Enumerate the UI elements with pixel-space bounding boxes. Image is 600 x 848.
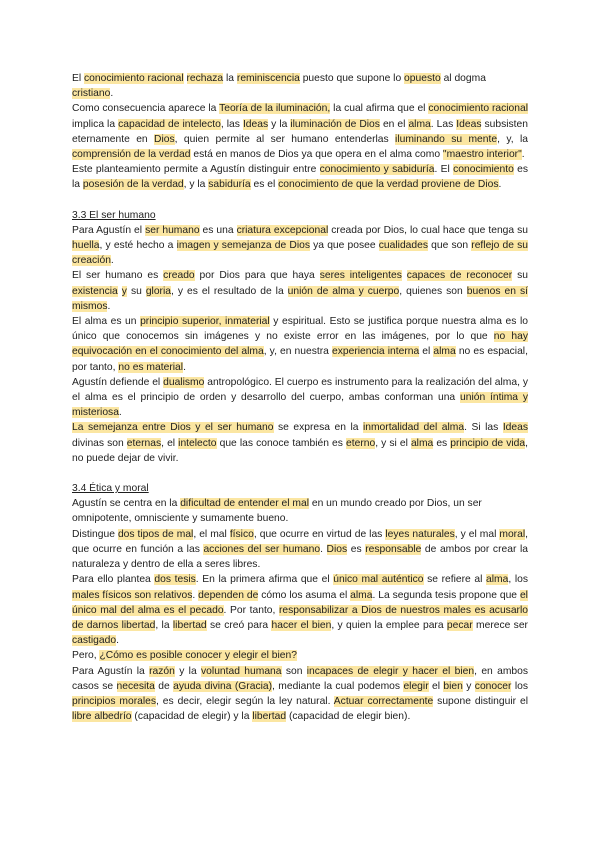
text-run: no es espacial, por tanto,	[72, 346, 528, 373]
text-run: Este planteamiento permite a Agustín distinguir entre	[72, 164, 320, 176]
text-run: .	[110, 88, 114, 100]
highlighted-text: Ideas	[456, 118, 482, 130]
document-page	[72, 71, 528, 724]
paragraph	[72, 375, 528, 421]
highlighted-text: iluminando su mente	[395, 133, 498, 145]
highlighted-text: castigado	[72, 635, 117, 647]
paragraph	[72, 268, 528, 314]
text-run: El ser humano es	[72, 270, 164, 282]
text-run: . En la primera afirma que el	[195, 574, 334, 586]
paragraph	[72, 71, 528, 101]
highlighted-text: gloria	[145, 285, 171, 297]
paragraph	[72, 664, 528, 725]
text-run: al dogma	[440, 73, 486, 84]
highlighted-text: comprensión de la verdad	[72, 149, 191, 161]
highlighted-text: conocimiento racional	[84, 73, 184, 84]
text-run: implica la	[72, 118, 119, 130]
highlighted-text: Dios	[326, 543, 348, 555]
text-run: .	[110, 255, 114, 267]
text-run: el	[428, 680, 444, 692]
highlighted-text: seres inteligentes	[319, 270, 402, 282]
highlighted-text: buenos en sí mismos	[72, 285, 528, 312]
paragraph	[72, 223, 528, 269]
text-run: está en manos de Dios ya que opera en el alma como	[190, 149, 443, 161]
highlighted-text: conocimiento y sabiduría	[319, 164, 435, 176]
text-run: .	[118, 407, 122, 419]
highlighted-text: alma	[408, 118, 431, 130]
highlighted-text: "maestro interior"	[442, 149, 522, 161]
highlighted-text: libertad	[252, 711, 287, 723]
text-run: divinas son	[72, 437, 127, 449]
paragraph	[72, 496, 528, 526]
text-run: es	[433, 437, 451, 449]
text-run: .	[498, 179, 502, 191]
paragraph	[72, 572, 528, 648]
highlighted-text: reflejo de su creación	[72, 240, 528, 267]
highlighted-text: iluminación de Dios	[290, 118, 380, 130]
highlighted-text: reminiscencia	[236, 73, 300, 84]
text-run: su	[512, 270, 528, 282]
text-run: , los	[508, 574, 528, 586]
highlighted-text: elegir	[403, 680, 429, 692]
highlighted-text: unión de alma y cuerpo	[287, 285, 400, 297]
text-run: en un mundo creado por Dios, un ser omnipotente, omnisciente y sumamente bueno.	[72, 498, 482, 525]
highlighted-text: físico	[229, 528, 254, 540]
text-run: . Las	[430, 118, 457, 130]
text-run: Para Agustín el	[72, 224, 146, 236]
text-run: creada por Dios, lo cual hace que tenga su	[328, 224, 528, 236]
highlighted-text: alma	[433, 346, 456, 358]
highlighted-text: Ideas	[502, 422, 529, 434]
text-run: , mediante la cual podemos	[272, 680, 404, 692]
highlighted-text: hacer el bien	[271, 619, 332, 631]
highlighted-text: necesita	[116, 680, 155, 692]
text-run: , y si el	[375, 437, 411, 449]
text-run: es una	[199, 224, 237, 236]
paragraph-gap	[72, 193, 528, 208]
highlighted-text: ¿Cómo es posible conocer y elegir el bien?	[99, 650, 297, 662]
highlighted-text: no hay equivocación en el conocimiento del alma	[72, 331, 528, 358]
highlighted-text: principio superior, inmaterial	[140, 316, 270, 328]
text-run: de ambos por crear la naturaleza y dentro de ella a seres libres.	[72, 543, 528, 571]
highlighted-text: moral	[499, 528, 526, 540]
highlighted-text: razón	[149, 665, 175, 677]
highlighted-text: no es material	[118, 361, 184, 373]
text-run: Pero,	[72, 650, 100, 662]
text-run: la	[223, 73, 237, 84]
text-run: ya que posee	[310, 240, 379, 252]
text-run: , y la	[183, 179, 209, 191]
text-run: de	[154, 680, 174, 692]
text-run: , la	[155, 619, 173, 631]
highlighted-text: eterno	[346, 437, 376, 449]
text-run: , y esté hecho a	[99, 240, 177, 252]
text-run: supone distinguir el	[433, 695, 528, 707]
text-run: por Dios para que haya	[194, 270, 320, 282]
highlighted-text: alma	[486, 574, 509, 586]
highlighted-text: sabiduría	[208, 179, 251, 191]
text-run: El alma es un	[72, 316, 141, 328]
text-run: .	[192, 589, 199, 601]
text-run: Como consecuencia aparece la	[72, 103, 220, 115]
text-run: que son	[428, 240, 472, 252]
highlighted-text: responsabilizar a Dios de nuestros males es acusarlo de darnos libertad	[72, 604, 528, 631]
highlighted-text: único mal auténtico	[333, 574, 424, 586]
text-run: , quien permite al ser humano entenderlas	[174, 133, 396, 145]
text-run: .	[116, 635, 119, 647]
highlighted-text: opuesto	[404, 73, 441, 84]
highlighted-text: La semejanza entre Dios y el ser humano	[72, 422, 274, 434]
highlighted-text: capaces de reconocer	[406, 270, 513, 282]
highlighted-text: males físicos son relativos	[72, 589, 193, 601]
text-run: Para Agustín la	[72, 665, 150, 677]
highlighted-text: responsable	[365, 543, 422, 555]
paragraph-gap	[72, 466, 528, 481]
highlighted-text: bien	[443, 680, 463, 692]
paragraph	[72, 527, 528, 573]
highlighted-text: alma	[410, 437, 434, 449]
text-run: y la	[268, 118, 291, 130]
text-run: .	[107, 300, 111, 312]
text-run: Distingue	[72, 528, 118, 540]
paragraph	[72, 314, 528, 375]
text-run: Para ello plantea	[72, 574, 155, 586]
highlighted-text: capacidad de intelecto	[118, 118, 221, 130]
text-run: subsisten eternamente en	[72, 118, 528, 145]
highlighted-text: incapaces de elegir y hacer el bien	[306, 665, 475, 677]
text-run: cómo los asuma el	[258, 589, 351, 601]
paragraph	[72, 101, 528, 162]
text-run: .	[521, 149, 525, 161]
text-run: son	[281, 665, 307, 677]
highlighted-text: leyes naturales	[385, 528, 455, 540]
highlighted-text: imagen y semejanza de Dios	[176, 240, 310, 252]
highlighted-text: intelecto	[178, 437, 217, 449]
highlighted-text: acciones del ser humano	[203, 543, 321, 555]
text-run: . Por tanto,	[223, 604, 279, 616]
text-run: antropológico. El cuerpo es instrumento para la realización del alma, y el alma es el principio de orden y desarrollo del cuerpo, ambas conforman una	[72, 376, 528, 404]
text-run: y	[462, 680, 475, 692]
text-run: , el	[161, 437, 179, 449]
text-run: , y el mal	[454, 528, 500, 540]
text-run: , y es el resultado de la	[171, 285, 288, 297]
text-run: .	[320, 543, 327, 555]
highlighted-text: voluntad humana	[201, 665, 282, 677]
highlighted-text: posesión de la verdad	[82, 179, 184, 191]
highlighted-text: ser humano	[145, 224, 200, 236]
highlighted-text: creado	[163, 270, 195, 282]
text-run: (capacidad de elegir bien).	[286, 711, 411, 723]
text-run: Agustín defiende el	[72, 376, 164, 388]
highlighted-text: cualidades	[378, 240, 428, 252]
highlighted-text: dos tipos de mal	[117, 528, 194, 540]
paragraph	[72, 648, 528, 663]
highlighted-text: alma	[350, 589, 373, 601]
highlighted-text: pecar	[446, 619, 473, 631]
highlighted-text: libre albedrío	[72, 711, 132, 723]
text-run: , quienes son	[399, 285, 467, 297]
text-run: , y, la	[497, 133, 528, 145]
highlighted-text: eternas	[126, 437, 162, 449]
text-run: es	[347, 543, 366, 555]
text-run: (capacidad de elegir) y la	[131, 711, 253, 723]
text-run: , que ocurre en virtud de las	[253, 528, 386, 540]
text-run: y la	[174, 665, 202, 677]
highlighted-text: el único mal del alma es el pecado	[72, 589, 528, 616]
text-run: , en ambos casos se	[72, 665, 528, 692]
section-heading	[72, 481, 528, 496]
text-run: El	[72, 73, 85, 84]
text-run: , es decir, elegir según la ley natural.	[156, 695, 334, 707]
highlighted-text: Dios	[154, 133, 175, 145]
text-run: , no puede dejar de vivir.	[72, 437, 528, 464]
highlighted-text: existencia	[72, 285, 118, 297]
highlighted-text: dependen de	[198, 589, 259, 601]
highlighted-text: dos tesis	[154, 574, 196, 586]
text-run: que las conoce también es	[216, 437, 346, 449]
highlighted-text: libertad	[172, 619, 207, 631]
text-run: 3.3 El ser humano	[72, 209, 156, 221]
highlighted-text: experiencia interna	[331, 346, 420, 358]
paragraph	[72, 162, 528, 192]
highlighted-text: cristiano	[72, 88, 111, 100]
text-run: , que ocurre en función a las	[72, 528, 528, 555]
highlighted-text: principios morales	[72, 695, 157, 707]
text-run: , las	[220, 118, 243, 130]
highlighted-text: Teoría de la iluminación,	[219, 103, 331, 115]
text-run: es el	[250, 179, 279, 191]
highlighted-text: unión íntima y misteriosa	[72, 392, 529, 419]
highlighted-text: conocimiento	[453, 164, 514, 176]
section-heading	[72, 208, 528, 223]
highlighted-text: Ideas	[242, 118, 269, 130]
highlighted-text: principio de vida	[450, 437, 526, 449]
text-run: se expresa en la	[273, 422, 363, 434]
text-run: y espiritual. Esto se justifica porque nuestra alma es lo único que conocemos sin imágenes y no existe error en las imágenes, por lo que	[72, 316, 528, 343]
text-run: Agustín se centra en la	[72, 498, 181, 510]
text-run: puesto que supone lo	[299, 73, 405, 84]
highlighted-text: huella	[72, 240, 100, 252]
text-run: 3.4 Ética y moral	[72, 483, 149, 495]
text-run: su	[126, 285, 146, 297]
text-run: es la	[72, 164, 528, 191]
text-run: el	[419, 346, 434, 358]
text-run: , y, en nuestra	[263, 346, 332, 358]
highlighted-text: conocer	[474, 680, 512, 692]
highlighted-text: ayuda divina (Gracia)	[173, 680, 273, 692]
highlighted-text: dificultad de entender el mal	[180, 498, 309, 510]
highlighted-text: criatura excepcional	[236, 224, 329, 236]
text-run: . Si las	[464, 422, 503, 434]
text-run: . El	[434, 164, 454, 176]
highlighted-text: rechaza	[186, 73, 224, 84]
text-run: en el	[379, 118, 409, 130]
text-run: , el mal	[193, 528, 230, 540]
highlighted-text: Actuar correctamente	[333, 695, 434, 707]
highlighted-text: inmortalidad del alma	[362, 422, 465, 434]
text-run: .	[183, 361, 186, 373]
highlighted-text: conocimiento racional	[428, 103, 529, 115]
text-run: se creó para	[206, 619, 272, 631]
text-run: la cual afirma que el	[330, 103, 429, 115]
text-run: merece ser	[472, 619, 528, 631]
highlighted-text: y	[121, 285, 127, 297]
paragraph	[72, 420, 528, 466]
text-run: , y quien la emplee para	[331, 619, 447, 631]
text-run: los	[511, 680, 528, 692]
highlighted-text: conocimiento de que la verdad proviene de Dios	[278, 179, 499, 191]
text-run: se refiere al	[423, 574, 487, 586]
highlighted-text: dualismo	[163, 376, 205, 388]
text-run: . La segunda tesis propone que	[372, 589, 520, 601]
